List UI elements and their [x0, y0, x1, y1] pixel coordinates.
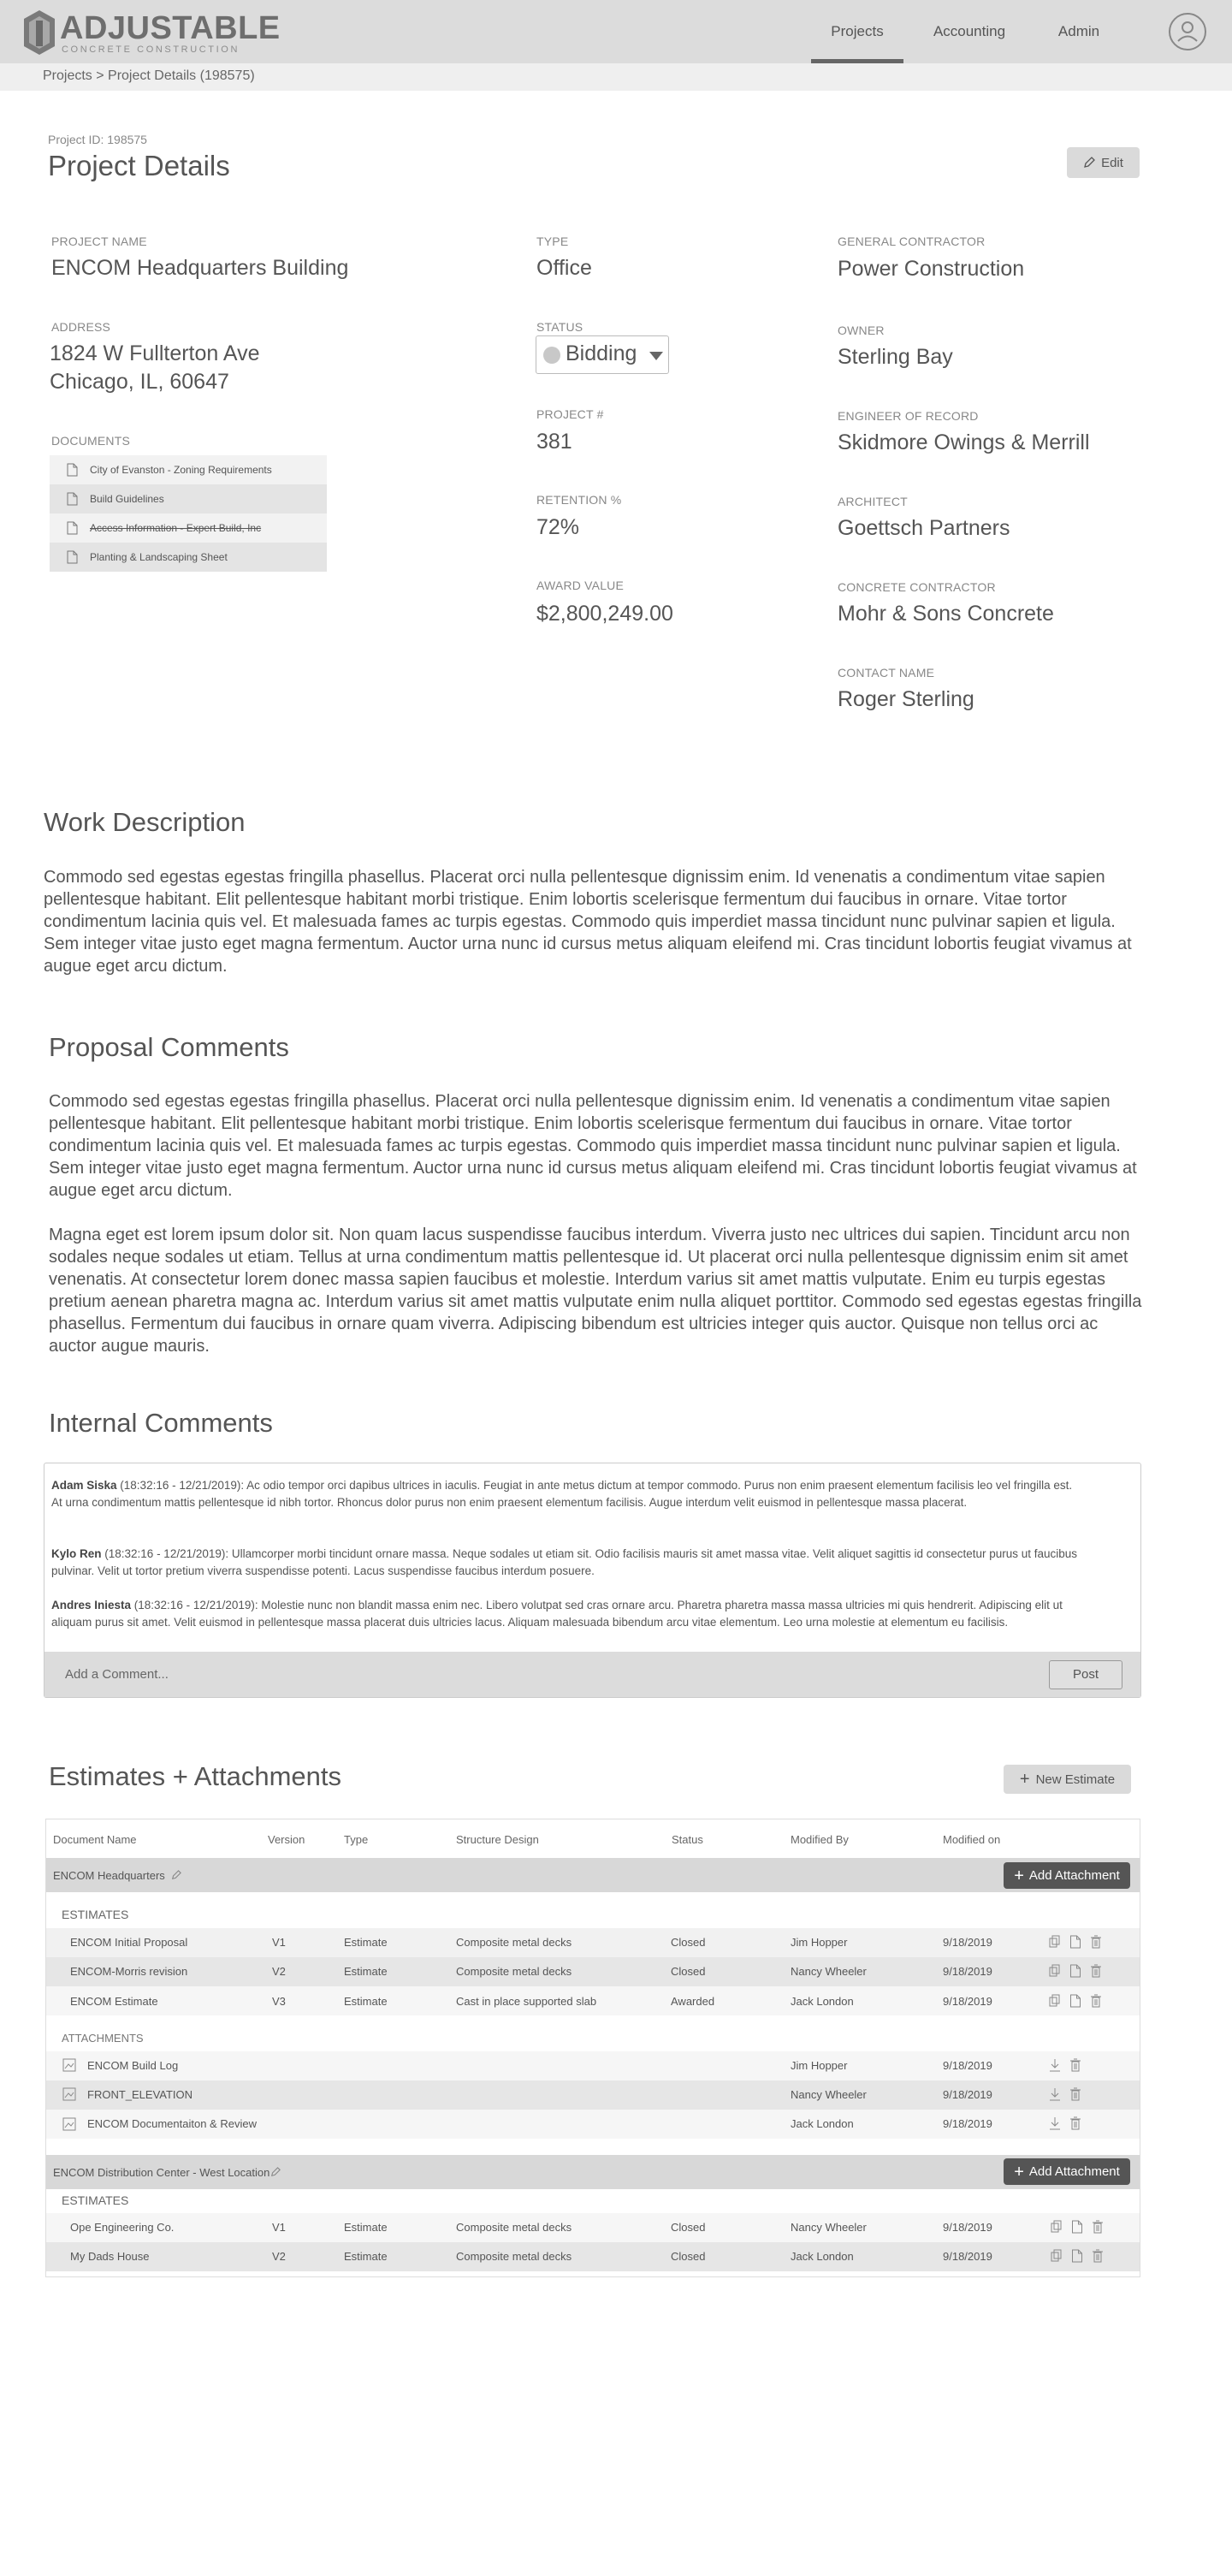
- document-icon[interactable]: [1069, 1964, 1081, 1978]
- copy-icon[interactable]: [1051, 2220, 1063, 2234]
- image-file-icon: [62, 2058, 76, 2072]
- general-contractor-label: GENERAL CONTRACTOR: [838, 234, 986, 248]
- estimate-version: V2: [272, 1965, 286, 1978]
- download-icon[interactable]: [1049, 2087, 1061, 2101]
- row-actions: [1051, 2249, 1104, 2263]
- trash-icon[interactable]: [1069, 2058, 1081, 2072]
- estimate-design: Cast in place supported slab: [456, 1995, 597, 2008]
- project-number-value: 381: [536, 430, 572, 454]
- concrete-contractor-label: CONCRETE CONTRACTOR: [838, 580, 996, 594]
- trash-icon[interactable]: [1092, 2220, 1104, 2234]
- comment-input[interactable]: Add a Comment...: [65, 1667, 169, 1682]
- architect-value: Goettsch Partners: [838, 516, 1010, 540]
- plus-icon: +: [1014, 1866, 1024, 1885]
- attachment-modified-by: Nancy Wheeler: [791, 2088, 867, 2101]
- document-icon[interactable]: [1069, 1994, 1081, 2008]
- logo-mark-icon: [21, 9, 58, 55]
- nav-accounting[interactable]: Accounting: [933, 23, 1006, 39]
- estimate-modified-by: Nancy Wheeler: [791, 1965, 867, 1978]
- estimate-status: Closed: [671, 2221, 706, 2234]
- download-icon[interactable]: [1049, 2058, 1061, 2072]
- row-actions: [1049, 2116, 1081, 2130]
- document-icon: [67, 492, 78, 506]
- estimates-section-label: ESTIMATES: [62, 1908, 129, 1921]
- attachment-modified-on: 9/18/2019: [943, 2088, 992, 2101]
- documents-list: [50, 455, 327, 572]
- estimate-modified-on: 9/18/2019: [943, 1965, 992, 1978]
- estimate-name: My Dads House: [70, 2250, 150, 2263]
- pencil-icon[interactable]: [171, 1870, 181, 1880]
- document-icon[interactable]: [1069, 1935, 1081, 1949]
- document-item[interactable]: [50, 543, 327, 572]
- trash-icon[interactable]: [1090, 1994, 1102, 2008]
- download-icon[interactable]: [1049, 2116, 1061, 2130]
- type-label: TYPE: [536, 234, 569, 248]
- group-header: [46, 1858, 1140, 1892]
- proposal-comments-paragraph-2: Magna eget est lorem ipsum dolor sit. Non quam lacus suspendisse faucibus interdum. Viverra justo nec ultrices dui sapien. Tincidunt arcu non sodales neque sodales ut etiam. Tellus at urna condimentum mattis pellentesque id. Ut placerat orci nulla pellentesque dignissim enim sit amet venenatis. At consectetur lorem donec massa sapien faucibus et molestie. Interdum varius sit amet mattis vulputate. Enim eu turpis egestas pretium aenean pharetra magna ac. Interdum varius sit amet mattis vulputate enim nulla aliquet porttitor. Commodo sed egestas egestas fringilla phasellus. Fermentum dui faucibus in ornare quam viverra. Adipiscing bibendum est ultricies integer quis auctor. Quisque non tellus orci ac auctor augue mauris.: [49, 1226, 1142, 1356]
- estimate-modified-by: Jim Hopper: [791, 1936, 848, 1949]
- user-avatar[interactable]: [1169, 13, 1206, 50]
- estimate-version: V3: [272, 1995, 286, 2008]
- estimate-status: Closed: [671, 1936, 706, 1949]
- estimate-modified-on: 9/18/2019: [943, 2221, 992, 2234]
- document-name: Planting & Landscaping Sheet: [90, 551, 228, 563]
- nav-admin[interactable]: Admin: [1057, 23, 1100, 39]
- document-item[interactable]: [50, 455, 327, 484]
- nav-projects[interactable]: Projects: [811, 0, 903, 63]
- document-icon[interactable]: [1071, 2249, 1083, 2263]
- comment-text: Molestie nunc non blandit massa enim nec. Libero volutpat sed cras ornare arcu. Pharetra pharetra massa massa ultricies mi quis hendrerit. Adipiscing elit ut aliquam purus sit amet. Velit euismod in pellentesque massa placerat duis ultricies lacus. Aliquam malesuada bibendum arcu vitae elementum. Leo urna molestie at elementum eu facilisis.: [51, 1599, 1063, 1629]
- estimate-type: Estimate: [344, 2250, 388, 2263]
- column-header[interactable]: Modified on: [943, 1833, 1001, 1846]
- estimate-modified-on: 9/18/2019: [943, 1936, 992, 1949]
- estimate-modified-by: Nancy Wheeler: [791, 2221, 867, 2234]
- estimate-name: ENCOM Initial Proposal: [70, 1936, 188, 1949]
- column-header[interactable]: Version: [268, 1833, 305, 1846]
- estimate-name: ENCOM Estimate: [70, 1995, 158, 2008]
- breadcrumb[interactable]: Projects > Project Details (198575): [43, 68, 255, 83]
- project-name-label: PROJECT NAME: [51, 234, 147, 248]
- internal-comments-title: Internal Comments: [49, 1408, 273, 1438]
- comment-author: Andres Iniesta: [51, 1599, 132, 1611]
- estimate-type: Estimate: [344, 1965, 388, 1978]
- copy-icon[interactable]: [1051, 2249, 1063, 2263]
- work-description-text: Commodo sed egestas egestas fringilla phasellus. Placerat orci nulla pellentesque dignissim enim. Id venenatis a condimentum vitae sapien pellentesque habitant. Elit pellentesque habitant morbi tristique. Enim lobortis scelerisque fermentum dui faucibus in ornare. Vitae tortor condimentum lacinia quis vel. Et malesuada fames ac turpis egestas. Commodo quis imperdiet massa tincidunt nunc pulvinar sapien et ligula. Sem integer vitae justo eget magna fermentum. Auctor urna nunc id cursus metus aliquam eleifend mi. Cras tincidunt lobortis feugiat vivamus at augue eget arcu dictum.: [44, 868, 1132, 976]
- breadcrumb-bar: [0, 63, 1232, 91]
- comment-author: Adam Siska: [51, 1479, 117, 1492]
- documents-label: DOCUMENTS: [51, 434, 131, 448]
- copy-icon[interactable]: [1049, 1964, 1061, 1978]
- estimate-version: V2: [272, 2250, 286, 2263]
- award-value: $2,800,249.00: [536, 602, 673, 626]
- attachment-name: ENCOM Documentaiton & Review: [87, 2117, 257, 2130]
- work-description-title: Work Description: [44, 807, 246, 837]
- estimate-name: ENCOM-Morris revision: [70, 1965, 188, 1978]
- trash-icon[interactable]: [1069, 2116, 1081, 2130]
- estimate-status: Awarded: [671, 1995, 715, 2008]
- estimate-name: Ope Engineering Co.: [70, 2221, 175, 2234]
- trash-icon[interactable]: [1090, 1935, 1102, 1949]
- group-name: ENCOM Distribution Center - West Location: [53, 2166, 270, 2179]
- estimate-status: Closed: [671, 2250, 706, 2263]
- edit-button[interactable]: [1067, 147, 1140, 178]
- estimate-type: Estimate: [344, 1995, 388, 2008]
- comment-author: Kylo Ren: [51, 1547, 102, 1560]
- address-line1: 1824 W Fullterton Ave: [50, 341, 260, 365]
- brand-logo[interactable]: [17, 5, 281, 58]
- award-value-label: AWARD VALUE: [536, 579, 625, 592]
- column-header[interactable]: Structure Design: [456, 1833, 539, 1846]
- attachment-modified-on: 9/18/2019: [943, 2059, 992, 2072]
- status-select[interactable]: [536, 335, 669, 374]
- group-name: ENCOM Headquarters: [53, 1869, 165, 1882]
- retention-label: RETENTION %: [536, 493, 622, 507]
- add-attachment-button[interactable]: [1004, 1862, 1130, 1889]
- new-estimate-button[interactable]: [1004, 1765, 1131, 1794]
- engineer-label: ENGINEER OF RECORD: [838, 409, 979, 423]
- trash-icon[interactable]: [1090, 1964, 1102, 1978]
- column-header[interactable]: Document Name: [53, 1833, 137, 1846]
- address-label: ADDRESS: [51, 320, 111, 334]
- trash-icon[interactable]: [1069, 2087, 1081, 2101]
- general-contractor-value: Power Construction: [838, 257, 1025, 281]
- new-estimate-label: New Estimate: [1035, 1772, 1116, 1787]
- status-value: Bidding: [566, 341, 637, 365]
- column-header[interactable]: Type: [344, 1833, 369, 1846]
- estimate-modified-on: 9/18/2019: [943, 1995, 992, 2008]
- group-header: [46, 2155, 1140, 2189]
- copy-icon[interactable]: [1049, 1935, 1061, 1949]
- estimates-title: Estimates + Attachments: [49, 1761, 342, 1791]
- project-number-label: PROJECT #: [536, 407, 604, 421]
- attachment-modified-by: Jack London: [791, 2117, 854, 2130]
- row-actions: [1051, 2220, 1104, 2234]
- estimate-version: V1: [272, 2221, 286, 2234]
- attachments-section-label: ATTACHMENTS: [62, 2032, 144, 2045]
- estimate-type: Estimate: [344, 1936, 388, 1949]
- comment-time: (18:32:16 - 12/21/2019):: [101, 1547, 232, 1560]
- document-item[interactable]: [50, 484, 327, 513]
- attachment-modified-on: 9/18/2019: [943, 2117, 992, 2130]
- user-icon: [1170, 15, 1205, 49]
- plus-icon: +: [1019, 1770, 1030, 1789]
- address-line2: Chicago, IL, 60647: [50, 370, 229, 394]
- edit-label: Edit: [1101, 155, 1123, 170]
- project-name-value: ENCOM Headquarters Building: [51, 256, 349, 280]
- proposal-comments-paragraph-1: Commodo sed egestas egestas fringilla phasellus. Placerat orci nulla pellentesque dignissim enim. Id venenatis a condimentum vitae sapien pellentesque habitant. Elit pellentesque habitant morbi tristique. Enim lobortis scelerisque fermentum dui faucibus in ornare. Vitae tortor condimentum lacinia quis vel. Et malesuada fames ac turpis egestas. Commodo quis imperdiet massa tincidunt nunc pulvinar sapien et ligula. Sem integer vitae justo eget magna fermentum. Auctor urna nunc id cursus metus aliquam eleifend mi. Cras tincidunt lobortis feugiat vivamus at augue eget arcu dictum.: [49, 1092, 1137, 1200]
- image-file-icon: [62, 2087, 76, 2101]
- row-actions: [1049, 2058, 1081, 2072]
- row-actions: [1049, 2087, 1081, 2101]
- attachment-name: FRONT_ELEVATION: [87, 2088, 193, 2101]
- page-title: Project Details: [48, 150, 230, 181]
- comment-text: Ac odio tempor orci dapibus ultrices in iaculis. Feugiat in ante metus dictum at tempor commodo. Purus non enim praesent elementum facilisis leo vel fringilla est. At urna condimentum mattis pellentesque id nibh tortor. Rhoncus dolor purus non enim praesent elementum facilisis. Augue interdum velit euismod in pellentesque massa placerat.: [51, 1479, 1073, 1509]
- document-name: Access Information - Expert Build, Inc: [90, 522, 262, 534]
- comment-item: [51, 1546, 1078, 1580]
- proposal-comments-title: Proposal Comments: [49, 1032, 289, 1062]
- estimate-design: Composite metal decks: [456, 2221, 572, 2234]
- image-file-icon: [62, 2117, 76, 2131]
- engineer-value: Skidmore Owings & Merrill: [838, 430, 1090, 454]
- attachment-name: ENCOM Build Log: [87, 2059, 179, 2072]
- document-name: Build Guidelines: [90, 493, 164, 505]
- pencil-icon[interactable]: [270, 2167, 281, 2177]
- estimate-status: Closed: [671, 1965, 706, 1978]
- project-id: Project ID: 198575: [48, 133, 147, 146]
- add-attachment-label: Add Attachment: [1028, 2164, 1120, 2179]
- comment-item: [51, 1477, 1078, 1511]
- retention-value: 72%: [536, 515, 580, 539]
- contact-name-label: CONTACT NAME: [838, 666, 935, 680]
- row-actions: [1049, 1994, 1102, 2008]
- estimates-section-label: ESTIMATES: [62, 2193, 129, 2207]
- column-header[interactable]: Status: [672, 1833, 703, 1846]
- concrete-contractor-value: Mohr & Sons Concrete: [838, 602, 1054, 626]
- row-actions: [1049, 1964, 1102, 1978]
- comment-time: (18:32:16 - 12/21/2019):: [116, 1479, 247, 1492]
- copy-icon[interactable]: [1049, 1994, 1061, 2008]
- document-icon: [67, 550, 78, 564]
- comment-item: [51, 1597, 1078, 1631]
- type-value: Office: [536, 256, 592, 280]
- estimate-version: V1: [272, 1936, 286, 1949]
- attachment-modified-by: Jim Hopper: [791, 2059, 848, 2072]
- status-label: STATUS: [536, 320, 583, 334]
- trash-icon[interactable]: [1092, 2249, 1104, 2263]
- comment-input-bar: [44, 1652, 1140, 1697]
- status-dot-icon: [543, 347, 560, 364]
- estimate-design: Composite metal decks: [456, 1936, 572, 1949]
- estimate-design: Composite metal decks: [456, 1965, 572, 1978]
- post-button[interactable]: Post: [1049, 1660, 1122, 1689]
- document-item[interactable]: [50, 513, 327, 543]
- estimate-modified-by: Jack London: [791, 2250, 854, 2263]
- estimate-modified-on: 9/18/2019: [943, 2250, 992, 2263]
- add-attachment-button[interactable]: [1004, 2158, 1130, 2185]
- column-header[interactable]: Modified By: [791, 1833, 849, 1846]
- document-name: City of Evanston - Zoning Requirements: [90, 464, 272, 476]
- comment-time: (18:32:16 - 12/21/2019):: [131, 1599, 262, 1611]
- top-bar: [0, 0, 1232, 63]
- document-icon: [67, 521, 78, 535]
- architect-label: ARCHITECT: [838, 495, 908, 508]
- contact-name-value: Roger Sterling: [838, 687, 974, 711]
- document-icon[interactable]: [1071, 2220, 1083, 2234]
- plus-icon: +: [1014, 2162, 1024, 2181]
- owner-label: OWNER: [838, 323, 885, 337]
- brand-name: ADJUSTABLE: [60, 10, 281, 46]
- estimate-design: Composite metal decks: [456, 2250, 572, 2263]
- chevron-down-icon: [649, 352, 663, 360]
- comment-text: Ullamcorper morbi tincidunt ornare massa. Neque sodales ut etiam sit. Odio facilisis mauris sit amet massa vitae. Velit aliquet sagittis id consectetur purus ut faucibus pulvinar. Velit ut tortor pretium viverra suspendisse potenti. Lacus suspendisse faucibus interdum posuere.: [51, 1547, 1078, 1577]
- document-icon: [67, 463, 78, 477]
- row-actions: [1049, 1935, 1102, 1949]
- owner-value: Sterling Bay: [838, 345, 953, 369]
- estimate-type: Estimate: [344, 2221, 388, 2234]
- add-attachment-label: Add Attachment: [1028, 1868, 1120, 1883]
- pencil-icon: [1083, 157, 1095, 169]
- brand-tagline: CONCRETE CONSTRUCTION: [62, 45, 240, 55]
- estimate-modified-by: Jack London: [791, 1995, 854, 2008]
